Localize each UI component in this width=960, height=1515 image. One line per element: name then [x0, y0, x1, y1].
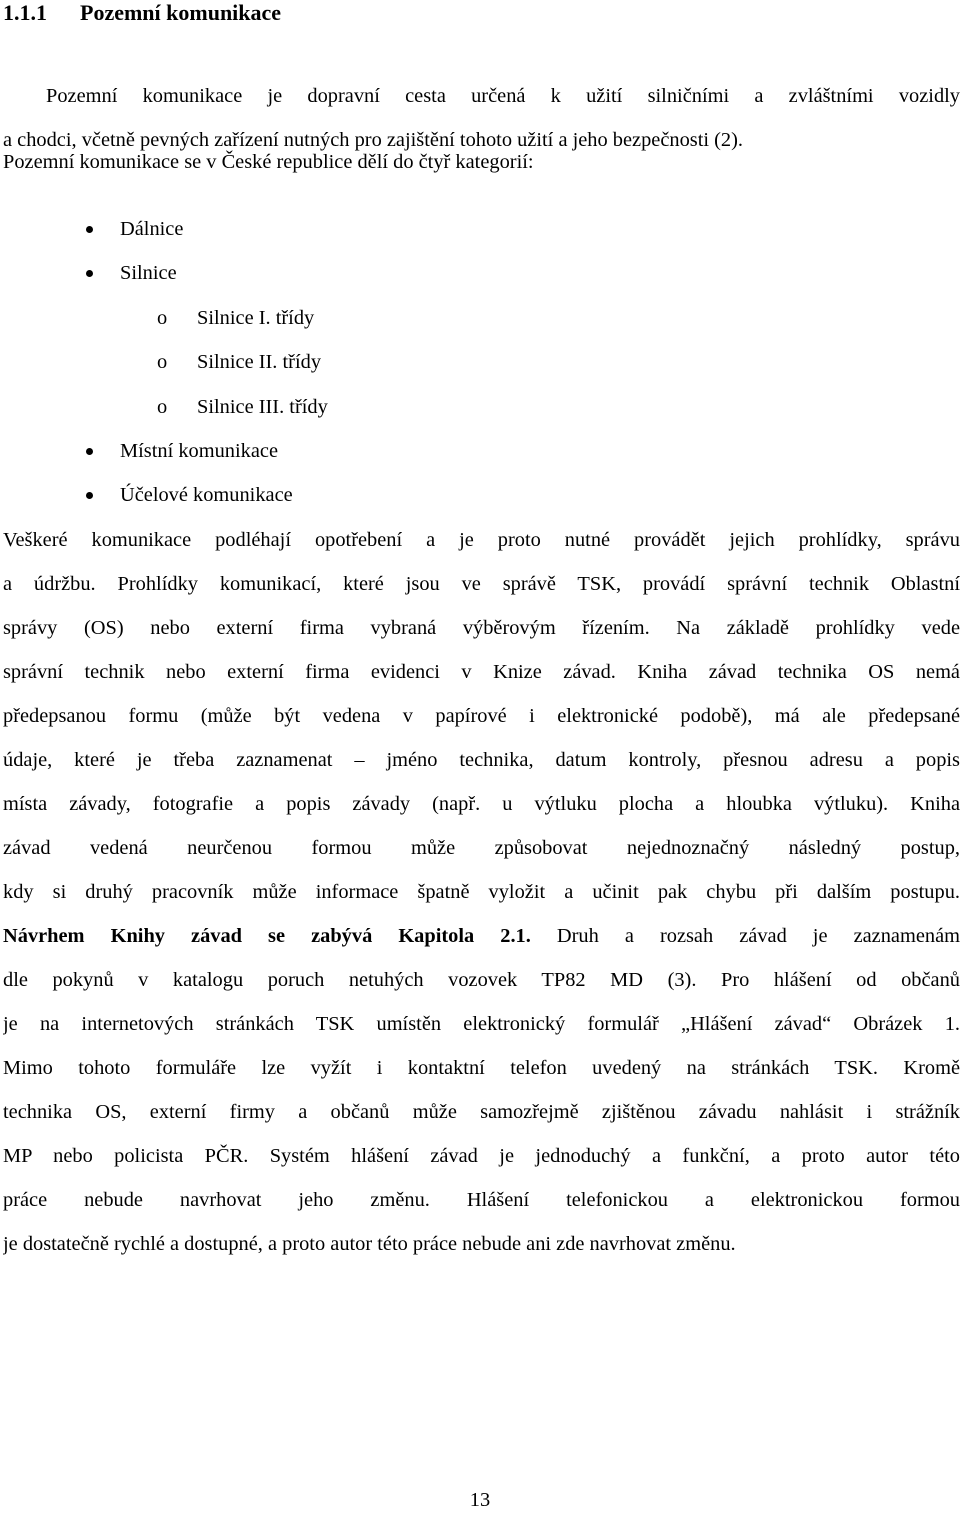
body-paragraph — [3, 518, 960, 1266]
section-heading — [3, 0, 281, 28]
body-line: technika OS, externí firmy a občanů může samozřejmě zjištěnou závadu nahlásit i strážník — [3, 1101, 960, 1123]
list-item-silnice: Silnice — [0, 251, 500, 295]
categories-intro-line: Pozemní komunikace se v České republice dělí do čtyř kategorií: — [3, 151, 534, 173]
body-line: Veškeré komunikace podléhají opotřebení a je proto nutné provádět jejich prohlídky, správu — [3, 529, 960, 551]
body-line: kdy si druhý pracovník může informace špatně vyložit a učinit pak chybu při dalším postupu. — [3, 881, 960, 903]
body-line: je na internetových stránkách TSK umístěn elektronický formulář „Hlášení závad“ Obrázek 1. — [3, 1013, 960, 1035]
list-subitem-silnice-1: o Silnice I. třídy — [0, 296, 500, 340]
list-subitem-silnice-3: o Silnice III. třídy — [0, 385, 500, 429]
body-line: správní technik nebo externí firma evidenci v Knize závad. Kniha závad technika OS nemá — [3, 661, 960, 683]
categories-intro — [3, 140, 960, 184]
body-line: MP nebo policista PČR. Systém hlášení závad je jednoduchý a funkční, a proto autor této — [3, 1145, 960, 1167]
body-line-last: je dostatečně rychlé a dostupné, a proto autor této práce nebude ani zde navrhovat změnu. — [3, 1233, 736, 1255]
body-line: údaje, které je třeba zaznamenat – jméno technika, datum kontroly, přesnou adresu a popis — [3, 749, 960, 771]
intro-line-2: a chodci, včetně pevných zařízení nutných pro zajištění tohoto užití a jeho bezpečnosti (2). — [3, 129, 744, 151]
body-line-bold — [3, 914, 960, 958]
category-list — [0, 207, 500, 518]
page-number: 13 — [469, 1489, 491, 1511]
list-item-mistni: Místní komunikace — [0, 429, 500, 473]
section-number: 1.1.1 — [3, 0, 47, 25]
list-item-dalnice: Dálnice — [0, 207, 500, 251]
body-line: předepsanou formu (může být vedena v papírové i elektronické podobě), má ale předepsané — [3, 705, 960, 727]
body-line: správy (OS) nebo externí firma vybraná výběrovým řízením. Na základě prohlídky vede — [3, 617, 960, 639]
bold-reference: Návrhem Knihy závad se zabývá Kapitola 2.1. — [3, 925, 531, 947]
section-title: Pozemní komunikace — [80, 0, 282, 25]
body-line: Mimo tohoto formuláře lze vyžít i kontaktní telefon uvedený na stránkách TSK. Kromě — [3, 1057, 960, 1079]
body-line: dle pokynů v katalogu poruch netuhých vozovek TP82 MD (3). Pro hlášení od občanů — [3, 969, 960, 991]
list-subitem-silnice-2: o Silnice II. třídy — [0, 340, 500, 384]
intro-line-1: Pozemní komunikace je dopravní cesta určená k užití silničními a zvláštními vozidly — [46, 85, 960, 107]
list-item-ucelove: Účelové komunikace — [0, 473, 500, 517]
bold-line-rest: Druh a rozsah závad je zaznamenám — [530, 925, 960, 947]
body-line: místa závady, fotografie a popis závady (např. u výtluku plocha a hloubka výtluku). Kniha — [3, 793, 960, 815]
body-line: závad vedená neurčenou formou může způsobovat nejednoznačný následný postup, — [3, 837, 960, 859]
body-line: a údržbu. Prohlídky komunikací, které jsou ve správě TSK, provádí správní technik Oblastní — [3, 573, 960, 595]
body-line: práce nebude navrhovat jeho změnu. Hlášení telefonickou a elektronickou formou — [3, 1189, 960, 1211]
